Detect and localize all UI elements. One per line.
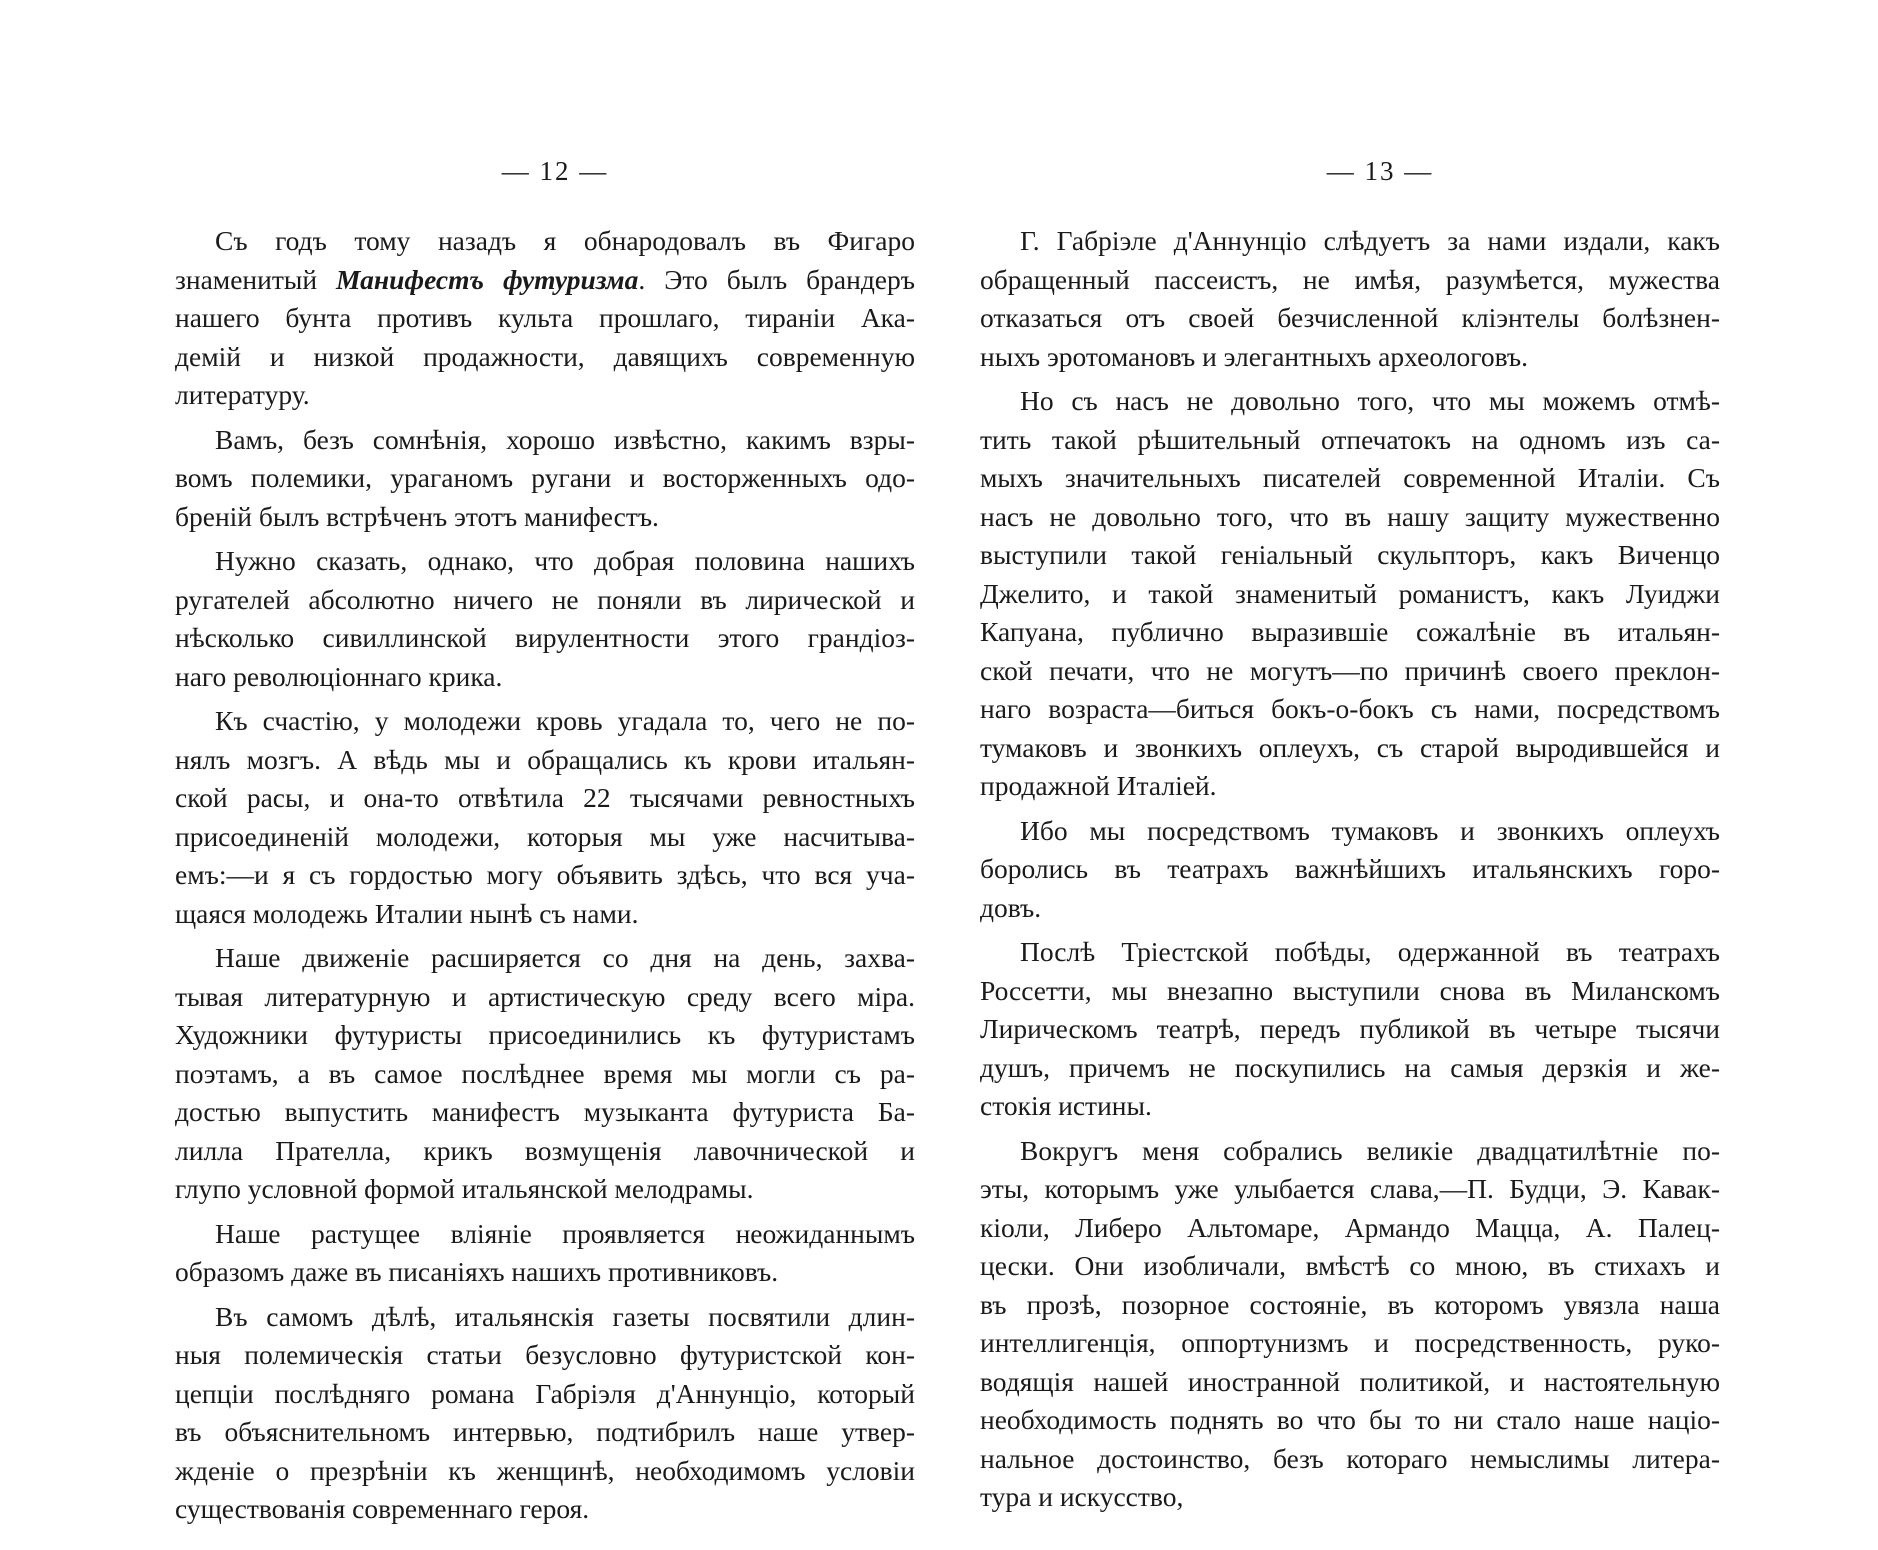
text-line: водящія нашей иностранной политикой, и настоятельную [980, 1365, 1720, 1397]
paragraph [175, 1215, 915, 1292]
text-line: Нужно сказать, однако, что добрая половина нашихъ [215, 545, 915, 576]
text-line: Художники футуристы присоединились къ футуристамъ [175, 1019, 915, 1050]
text-line: ской расы, и она-то отвѣтила 22 тысячами ревностныхъ [175, 782, 915, 813]
text-line: обращенный пассеистъ, не имѣя, разумѣется, мужества [980, 263, 1720, 295]
text-line: въ объяснительномъ интервью, подтибрилъ наше утвер- [175, 1416, 915, 1447]
text-line: Джелито, и такой знаменитый романистъ, какъ Луиджи [980, 577, 1720, 609]
text-line: жденіе о презрѣніи къ женщинѣ, необходимомъ условіи [175, 1454, 915, 1486]
text-line: нѣсколько сивиллинской вирулентности этого грандіоз- [175, 622, 915, 653]
text-line: Вокругъ меня собрались великіе двадцатилѣтніе по- [1020, 1134, 1720, 1166]
left-page-body [175, 222, 915, 1529]
text-line: выступили такой геніальный скульпторъ, какъ Виченцо [980, 539, 1720, 570]
text-line: ныя полемическія статьи безусловно футуристской кон- [175, 1339, 915, 1370]
text-line: Но съ насъ не довольно того, что мы можемъ отмѣ- [1020, 385, 1720, 416]
text-line: необходимость поднять во что бы то ни стало наше націо- [980, 1404, 1720, 1435]
text-line: ныхъ эротомановъ и элегантныхъ археологовъ. [980, 340, 1528, 372]
paragraph [980, 1132, 1720, 1517]
text-line: тура и искусство, [980, 1481, 1184, 1512]
text-line: душъ, причемъ не поскупились на самыя дерзкія и же- [980, 1051, 1720, 1083]
text-line: Г. Габріэле д'Аннунціо слѣдуетъ за нами издали, какъ [1020, 225, 1720, 256]
paragraph [175, 1298, 915, 1529]
text-line: тывая литературную и артистическую среду всего міра. [175, 980, 915, 1012]
text-line: Наше движеніе расширяется со дня на день, захва- [215, 942, 915, 973]
text-line: цески. Они изобличали, вмѣстѣ со мною, въ стихахъ и [980, 1250, 1720, 1281]
text-line: ругателей абсолютно ничего не поняли въ лирической и [175, 583, 915, 615]
text-line: кіоли, Либеро Альтомаре, Армандо Мацца, А. Палец- [980, 1211, 1720, 1243]
text-line: существованія современнаго героя. [175, 1493, 590, 1524]
text-line: нальное достоинство, безъ котораго немыслимы литера- [980, 1442, 1720, 1474]
paragraph [175, 222, 915, 415]
text-line: цепціи послѣдняго романа Габріэля д'Аннунціо, который [175, 1377, 915, 1409]
text-line: продажной Италіей. [980, 770, 1217, 801]
text-line: присоединеній молодежи, которыя мы уже насчитыва- [175, 820, 915, 852]
text-line: Наше растущее вліяніе проявляется неожиданнымъ [215, 1217, 915, 1249]
text-line: литературу. [175, 379, 310, 410]
right-page [980, 150, 1720, 1523]
text-line: отказаться отъ своей безчисленной кліэнтелы болѣзнен- [980, 302, 1720, 333]
text-line: Въ самомъ дѣлѣ, итальянскія газеты посвятили длин- [215, 1300, 915, 1332]
text-line: наго революціоннаго крика. [175, 660, 503, 692]
text-line: достью выпустить манифестъ музыканта футуриста Ба- [175, 1096, 915, 1127]
text-line: Къ счастію, у молодежи кровь угадала то, чего не по- [215, 705, 915, 736]
text-line: демій и низкой продажности, давящихъ современную [175, 340, 915, 372]
page-number-right: — 13 — [1326, 156, 1434, 186]
paragraph [980, 812, 1720, 928]
left-page [175, 150, 915, 1535]
text-line: эты, которымъ уже улыбается слава,—П. Будци, Э. Кавак- [980, 1173, 1720, 1204]
text-line: нялъ мозгъ. А вѣдь мы и обращались къ крови итальян- [175, 743, 915, 775]
paragraph [980, 933, 1720, 1126]
text-line: Капуана, публично выразившіе сожалѣніе въ итальян- [980, 616, 1720, 647]
text-line: лилла Прателла, крикъ возмущенія лавочнической и [175, 1134, 915, 1166]
text-line: образомъ даже въ писаніяхъ нашихъ противниковъ. [175, 1256, 779, 1287]
manifesto-title: Манифестъ футуризма [336, 263, 639, 295]
text-line: емъ:—и я съ гордостью могу объявить здѣсь, что вся уча- [175, 859, 915, 890]
text-line: бреній былъ встрѣченъ этотъ манифестъ. [175, 500, 659, 532]
paragraph [980, 382, 1720, 806]
text-line: Лирическомъ театрѣ, передъ публикой въ четыре тысячи [980, 1013, 1720, 1044]
paragraph [980, 222, 1720, 376]
text-line: насъ не довольно того, что въ нашу защиту мужественно [980, 500, 1720, 532]
paragraph [175, 939, 915, 1209]
text-line: поэтамъ, а въ самое послѣднее время мы могли съ ра- [175, 1057, 915, 1089]
text-line: стокія истины. [980, 1090, 1152, 1121]
text-line: Россетти, мы внезапно выступили снова въ Миланскомъ [980, 974, 1720, 1006]
paragraph [175, 702, 915, 933]
text-line: мыхъ значительныхъ писателей современной Италіи. Съ [980, 462, 1720, 493]
text-line: довъ. [980, 891, 1042, 923]
text-line: знаменитый Манифестъ футуризма. Это былъ брандеръ [175, 263, 915, 295]
text-line: нашего бунта противъ культа прошлаго, тираніи Ака- [175, 302, 915, 333]
text-line: Съ годъ тому назадъ я обнародовалъ въ Фигаро [215, 225, 915, 256]
text-line: ской печати, что не могутъ—по причинѣ своего преклон- [980, 654, 1720, 686]
right-page-body [980, 222, 1720, 1517]
page-number-left: — 12 — [501, 156, 609, 186]
text-line: тить такой рѣшительный отпечатокъ на одномъ изъ са- [980, 423, 1720, 455]
paragraph [175, 542, 915, 696]
text-line: глупо условной формой итальянской мелодрамы. [175, 1173, 754, 1204]
text-line: интеллигенція, оппортунизмъ и посредственность, руко- [980, 1327, 1720, 1358]
text-line: вомъ полемики, ураганомъ ругани и восторженныхъ одо- [175, 462, 915, 493]
text-line: Вамъ, безъ сомнѣнія, хорошо извѣстно, какимъ взры- [215, 423, 915, 455]
text-line: въ прозѣ, позорное состояніе, въ которомъ увязла наша [980, 1288, 1720, 1320]
text-line: тумаковъ и звонкихъ оплеухъ, съ старой выродившейся и [980, 731, 1720, 763]
text-line: Ибо мы посредствомъ тумаковъ и звонкихъ оплеухъ [1020, 814, 1720, 846]
paragraph [175, 421, 915, 537]
text-line: Послѣ Тріестской побѣды, одержанной въ театрахъ [1020, 936, 1720, 967]
text-line: боролись въ театрахъ важнѣйшихъ итальянскихъ горо- [980, 853, 1720, 884]
text-line: щаяся молодежь Италии нынѣ съ нами. [175, 897, 639, 929]
text-line: наго возраста—биться бокъ-о-бокъ съ нами, посредствомъ [980, 693, 1720, 724]
